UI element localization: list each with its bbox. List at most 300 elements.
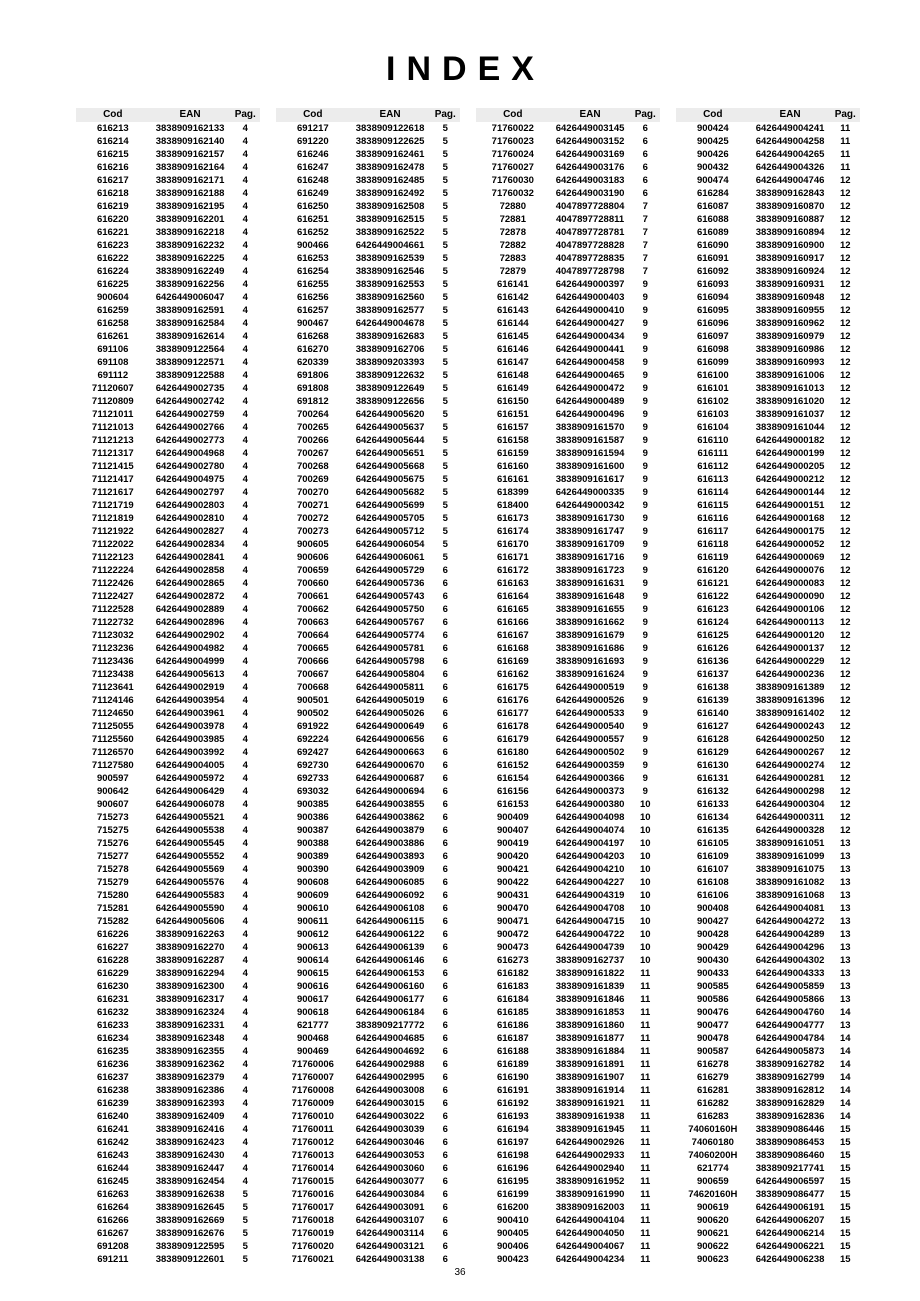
ean-cell: 6426449000533 xyxy=(555,708,625,719)
cod-cell: 616267 xyxy=(96,1228,129,1239)
ean-cell: 6426449003183 xyxy=(555,175,625,186)
table-row xyxy=(276,993,460,1006)
table-row xyxy=(276,616,460,629)
table-row xyxy=(76,655,260,668)
cod-cell: 700661 xyxy=(296,591,329,602)
table-row xyxy=(76,720,260,733)
cod-cell: 900478 xyxy=(696,1033,729,1044)
ean-cell: 6426449003152 xyxy=(555,136,625,147)
ean-cell: 6426449003121 xyxy=(355,1241,425,1252)
table-row xyxy=(276,1110,460,1123)
pag-cell: 9 xyxy=(642,773,648,784)
cod-cell: 71123438 xyxy=(91,669,134,680)
table-row xyxy=(276,824,460,837)
table-row xyxy=(676,239,860,252)
ean-cell: 6426449005569 xyxy=(155,864,225,875)
table-row xyxy=(476,577,660,590)
cod-cell: 616184 xyxy=(496,994,529,1005)
cod-cell: 72883 xyxy=(499,253,526,264)
ean-cell: 3838909161730 xyxy=(555,513,625,524)
pag-cell: 5 xyxy=(442,487,448,498)
ean-cell: 6426449002841 xyxy=(155,552,225,563)
table-row xyxy=(76,174,260,187)
ean-cell: 6426449000663 xyxy=(355,747,425,758)
table-row xyxy=(276,759,460,772)
cod-cell: 71760006 xyxy=(291,1059,334,1070)
cod-cell: 71120607 xyxy=(91,383,134,394)
pag-cell: 12 xyxy=(839,474,851,485)
pag-cell: 7 xyxy=(642,214,648,225)
table-row xyxy=(476,902,660,915)
pag-cell: 6 xyxy=(442,682,448,693)
ean-cell: 6426449004272 xyxy=(755,916,825,927)
table-row xyxy=(276,941,460,954)
table-row xyxy=(76,304,260,317)
table-row xyxy=(76,291,260,304)
table-row xyxy=(76,239,260,252)
ean-cell: 6426449000106 xyxy=(755,604,825,615)
ean-cell: 6426449006061 xyxy=(355,552,425,563)
table-row xyxy=(476,1253,660,1266)
table-row xyxy=(676,148,860,161)
table-row xyxy=(76,590,260,603)
table-row xyxy=(676,278,860,291)
cod-cell: 616092 xyxy=(696,266,729,277)
cod-cell: 620339 xyxy=(296,357,329,368)
table-row xyxy=(476,174,660,187)
ean-cell: 6426449002889 xyxy=(155,604,225,615)
cod-cell: 616087 xyxy=(696,201,729,212)
cod-cell: 900428 xyxy=(696,929,729,940)
cod-cell: 700269 xyxy=(296,474,329,485)
table-row xyxy=(276,317,460,330)
pag-cell: 4 xyxy=(242,344,248,355)
pag-cell: 6 xyxy=(442,1215,448,1226)
table-row xyxy=(276,746,460,759)
pag-cell: 12 xyxy=(839,396,851,407)
cod-cell: 71760024 xyxy=(491,149,534,160)
pag-cell: 12 xyxy=(839,279,851,290)
ean-cell: 6426449003961 xyxy=(155,708,225,719)
ean-cell: 6426449002735 xyxy=(155,383,225,394)
cod-cell: 616173 xyxy=(496,513,529,524)
ean-cell: 6426449002926 xyxy=(555,1137,625,1148)
ean-cell: 6426449004708 xyxy=(555,903,625,914)
table-row xyxy=(676,746,860,759)
ean-cell: 3838909161099 xyxy=(755,851,825,862)
ean-cell: 6426449004241 xyxy=(755,123,825,134)
ean-cell: 6426449000434 xyxy=(555,331,625,342)
cod-cell: 616131 xyxy=(696,773,729,784)
cod-cell: 71122426 xyxy=(91,578,134,589)
pag-cell: 4 xyxy=(242,890,248,901)
ean-cell: 6426449003077 xyxy=(355,1176,425,1187)
cod-cell: 616149 xyxy=(496,383,529,394)
table-row xyxy=(76,1214,260,1227)
ean-cell: 3838909162836 xyxy=(755,1111,825,1122)
cod-cell: 71760012 xyxy=(291,1137,334,1148)
cod-cell: 71121819 xyxy=(91,513,134,524)
cod-cell: 700660 xyxy=(296,578,329,589)
cod-cell: 616147 xyxy=(496,357,529,368)
cod-cell: 616178 xyxy=(496,721,529,732)
ean-cell: 6426449004005 xyxy=(155,760,225,771)
table-row xyxy=(276,1045,460,1058)
pag-cell: 6 xyxy=(442,1111,448,1122)
pag-cell: 11 xyxy=(640,981,651,992)
ean-cell: 6426449005705 xyxy=(355,513,425,524)
cod-cell: 700659 xyxy=(296,565,329,576)
ean-cell: 6426449003909 xyxy=(355,864,425,875)
ean-cell: 6426449004685 xyxy=(355,1033,425,1044)
cod-cell: 616241 xyxy=(96,1124,129,1135)
cod-cell: 616261 xyxy=(96,331,129,342)
cod-cell: 715276 xyxy=(96,838,129,849)
ean-cell: 4047897728828 xyxy=(555,240,625,251)
ean-cell: 6426449005798 xyxy=(355,656,425,667)
cod-cell: 71122123 xyxy=(91,552,134,563)
pag-cell: 6 xyxy=(442,799,448,810)
pag-cell: 4 xyxy=(242,487,248,498)
cod-cell: 900616 xyxy=(296,981,329,992)
pag-cell: 5 xyxy=(442,370,448,381)
table-row xyxy=(276,1162,460,1175)
table-row xyxy=(476,369,660,382)
pag-cell: 10 xyxy=(639,864,651,875)
table-row xyxy=(676,252,860,265)
pag-cell: 9 xyxy=(642,370,648,381)
cod-cell: 700664 xyxy=(296,630,329,641)
table-row xyxy=(76,187,260,200)
ean-cell: 6426449005767 xyxy=(355,617,425,628)
pag-cell: 5 xyxy=(442,240,448,251)
table-row xyxy=(276,863,460,876)
ean-cell: 6426449003060 xyxy=(355,1163,425,1174)
cod-cell: 616233 xyxy=(96,1020,129,1031)
cod-cell: 616191 xyxy=(496,1085,529,1096)
cod-cell: 900473 xyxy=(496,942,529,953)
cod-cell: 900420 xyxy=(496,851,529,862)
cod-cell: 71760013 xyxy=(291,1150,334,1161)
table-row xyxy=(676,1162,860,1175)
ean-cell: 6426449002827 xyxy=(155,526,225,537)
table-row xyxy=(676,330,860,343)
pag-cell: 7 xyxy=(642,227,648,238)
pag-cell: 4 xyxy=(242,526,248,537)
table-row xyxy=(676,1123,860,1136)
cod-cell: 72879 xyxy=(499,266,526,277)
ean-cell: 3838909161600 xyxy=(555,461,625,472)
ean-cell: 6426449003091 xyxy=(355,1202,425,1213)
ean-cell: 6426449000335 xyxy=(555,487,625,498)
pag-cell: 4 xyxy=(242,240,248,251)
cod-cell: 616127 xyxy=(696,721,729,732)
ean-cell: 3838909161846 xyxy=(555,994,625,1005)
table-row xyxy=(676,707,860,720)
cod-cell: 616259 xyxy=(96,305,129,316)
ean-cell: 3838909160887 xyxy=(755,214,825,225)
table-row xyxy=(476,226,660,239)
pag-cell: 15 xyxy=(839,1215,851,1226)
table-row xyxy=(276,577,460,590)
ean-cell: 6426449006108 xyxy=(355,903,425,914)
pag-cell: 12 xyxy=(839,487,851,498)
ean-cell: 6426449000267 xyxy=(755,747,825,758)
table-row xyxy=(476,603,660,616)
pag-cell: 4 xyxy=(242,851,248,862)
ean-cell: 6426449005583 xyxy=(155,890,225,901)
pag-cell: 9 xyxy=(642,409,648,420)
cod-cell: 616134 xyxy=(696,812,729,823)
pag-cell: 12 xyxy=(839,591,851,602)
cod-cell: 900611 xyxy=(297,916,329,927)
cod-cell: 900608 xyxy=(296,877,329,888)
ean-cell: 6426449006115 xyxy=(355,916,425,927)
cod-cell: 616231 xyxy=(96,994,129,1005)
table-row xyxy=(276,1006,460,1019)
pag-cell: 14 xyxy=(839,1046,851,1057)
table-row xyxy=(476,1240,660,1253)
table-row xyxy=(76,226,260,239)
pag-cell: 6 xyxy=(442,1241,448,1252)
pag-cell: 10 xyxy=(639,955,651,966)
cod-cell: 700264 xyxy=(296,409,329,420)
cod-cell: 71122528 xyxy=(91,604,134,615)
pag-cell: 4 xyxy=(242,864,248,875)
pag-cell: 12 xyxy=(839,448,851,459)
cod-cell: 71121415 xyxy=(91,461,134,472)
cod-cell: 616139 xyxy=(696,695,729,706)
table-row xyxy=(476,1071,660,1084)
ean-cell: 6426449003886 xyxy=(355,838,425,849)
cod-cell: 900467 xyxy=(296,318,329,329)
ean-cell: 6426449004692 xyxy=(355,1046,425,1057)
pag-cell: 6 xyxy=(442,1046,448,1057)
table-row xyxy=(476,330,660,343)
ean-cell: 3838909161006 xyxy=(755,370,825,381)
pag-cell: 6 xyxy=(442,864,448,875)
table-row xyxy=(76,356,260,369)
table-row xyxy=(476,681,660,694)
cod-cell: 616106 xyxy=(696,890,729,901)
ean-cell: 3838909162461 xyxy=(355,149,425,160)
pag-cell: 6 xyxy=(442,617,448,628)
pag-cell: 9 xyxy=(642,318,648,329)
table-row xyxy=(276,850,460,863)
table-row xyxy=(476,1162,660,1175)
table-row xyxy=(676,772,860,785)
table-rows xyxy=(476,122,660,1266)
cod-cell: 691806 xyxy=(296,370,329,381)
table-row xyxy=(476,148,660,161)
cod-cell: 616112 xyxy=(697,461,729,472)
ean-cell: 3838909161594 xyxy=(555,448,625,459)
pag-cell: 5 xyxy=(442,435,448,446)
table-row xyxy=(76,525,260,538)
cod-cell: 900389 xyxy=(296,851,329,862)
pag-cell: 6 xyxy=(442,981,448,992)
table-row xyxy=(476,382,660,395)
table-row xyxy=(476,668,660,681)
pag-cell: 4 xyxy=(242,682,248,693)
cod-cell: 900597 xyxy=(96,773,129,784)
pag-cell: 6 xyxy=(442,643,448,654)
table-row xyxy=(76,408,260,421)
ean-cell: 3838909161747 xyxy=(555,526,625,537)
cod-cell: 616199 xyxy=(496,1189,529,1200)
table-row xyxy=(476,954,660,967)
pag-cell: 5 xyxy=(442,292,448,303)
cod-cell: 71760014 xyxy=(291,1163,334,1174)
cod-cell: 715275 xyxy=(96,825,129,836)
pag-cell: 9 xyxy=(642,786,648,797)
pag-cell: 9 xyxy=(642,578,648,589)
pag-cell: 6 xyxy=(442,1072,448,1083)
ean-cell: 6426449006429 xyxy=(155,786,225,797)
table-row xyxy=(676,343,860,356)
pag-cell: 12 xyxy=(839,214,851,225)
cod-cell: 616270 xyxy=(296,344,329,355)
pag-cell: 6 xyxy=(442,877,448,888)
cod-cell: 900607 xyxy=(96,799,129,810)
pag-cell: 9 xyxy=(642,396,648,407)
table-header xyxy=(676,108,860,122)
ean-cell: 3838909162584 xyxy=(155,318,225,329)
table-row xyxy=(276,915,460,928)
pag-cell: 11 xyxy=(840,123,851,134)
ean-cell: 6426449000694 xyxy=(355,786,425,797)
table-row xyxy=(476,239,660,252)
cod-cell: 616118 xyxy=(697,539,729,550)
ean-cell: 6426449003954 xyxy=(155,695,225,706)
table-row xyxy=(476,1045,660,1058)
cod-cell: 616219 xyxy=(96,201,129,212)
header-cod: Cod xyxy=(503,109,523,120)
pag-cell: 6 xyxy=(642,162,648,173)
cod-cell: 71121317 xyxy=(91,448,134,459)
pag-cell: 4 xyxy=(242,994,248,1005)
cod-cell: 691108 xyxy=(97,357,129,368)
ean-cell: 3838909162843 xyxy=(755,188,825,199)
pag-cell: 13 xyxy=(839,942,851,953)
table-rows xyxy=(676,122,860,1266)
cod-cell: 616089 xyxy=(696,227,729,238)
table-row xyxy=(476,837,660,850)
cod-cell: 700667 xyxy=(296,669,329,680)
cod-cell: 616227 xyxy=(96,942,129,953)
pag-cell: 12 xyxy=(839,773,851,784)
ean-cell: 6426449002810 xyxy=(155,513,225,524)
cod-cell: 71124650 xyxy=(91,708,134,719)
table-row xyxy=(276,1240,460,1253)
table-row xyxy=(476,941,660,954)
cod-cell: 616119 xyxy=(697,552,729,563)
pag-cell: 12 xyxy=(839,604,851,615)
table-header xyxy=(276,108,460,122)
cod-cell: 71760009 xyxy=(291,1098,334,1109)
cod-cell: 900386 xyxy=(296,812,329,823)
pag-cell: 6 xyxy=(442,812,448,823)
pag-cell: 9 xyxy=(642,292,648,303)
pag-cell: 6 xyxy=(442,1228,448,1239)
cod-cell: 616217 xyxy=(96,175,129,186)
table-row xyxy=(276,772,460,785)
pag-cell: 9 xyxy=(642,708,648,719)
ean-cell: 3838909162447 xyxy=(155,1163,225,1174)
pag-cell: 10 xyxy=(639,890,651,901)
ean-cell: 3838909161013 xyxy=(755,383,825,394)
index-column-group-4 xyxy=(676,108,860,1266)
pag-cell: 4 xyxy=(242,812,248,823)
cod-cell: 616249 xyxy=(296,188,329,199)
cod-cell: 616171 xyxy=(496,552,529,563)
table-row xyxy=(476,772,660,785)
cod-cell: 616091 xyxy=(696,253,729,264)
ean-cell: 3838909161914 xyxy=(555,1085,625,1096)
pag-cell: 15 xyxy=(839,1124,851,1135)
cod-cell: 616239 xyxy=(96,1098,129,1109)
pag-cell: 4 xyxy=(242,825,248,836)
pag-cell: 11 xyxy=(640,1124,651,1135)
pag-cell: 4 xyxy=(242,721,248,732)
cod-cell: 691812 xyxy=(296,396,329,407)
table-row xyxy=(276,642,460,655)
pag-cell: 12 xyxy=(839,201,851,212)
cod-cell: 71123641 xyxy=(91,682,134,693)
ean-cell: 3838909162355 xyxy=(155,1046,225,1057)
table-row xyxy=(676,1045,860,1058)
cod-cell: 715282 xyxy=(96,916,129,927)
cod-cell: 616258 xyxy=(96,318,129,329)
table-row xyxy=(476,1175,660,1188)
pag-cell: 4 xyxy=(242,357,248,368)
table-row xyxy=(476,187,660,200)
table-row xyxy=(676,863,860,876)
cod-cell: 616240 xyxy=(96,1111,129,1122)
table-row xyxy=(276,954,460,967)
cod-cell: 900622 xyxy=(696,1241,729,1252)
cod-cell: 616187 xyxy=(496,1033,529,1044)
ean-cell: 6426449000489 xyxy=(555,396,625,407)
cod-cell: 616254 xyxy=(296,266,329,277)
table-rows xyxy=(76,122,260,1266)
pag-cell: 5 xyxy=(442,214,448,225)
ean-cell: 3838909162348 xyxy=(155,1033,225,1044)
cod-cell: 616225 xyxy=(96,279,129,290)
pag-cell: 4 xyxy=(242,669,248,680)
cod-cell: 616213 xyxy=(96,123,129,134)
cod-cell: 900390 xyxy=(296,864,329,875)
cod-cell: 616122 xyxy=(696,591,729,602)
ean-cell: 6426449006160 xyxy=(355,981,425,992)
cod-cell: 616284 xyxy=(696,188,729,199)
cod-cell: 616121 xyxy=(696,578,729,589)
table-row xyxy=(676,967,860,980)
table-row xyxy=(476,707,660,720)
table-row xyxy=(276,603,460,616)
table-row xyxy=(76,434,260,447)
table-row xyxy=(76,1045,260,1058)
ean-cell: 6426449000649 xyxy=(355,721,425,732)
cod-cell: 616195 xyxy=(496,1176,529,1187)
cod-cell: 900604 xyxy=(96,292,129,303)
ean-cell: 3838909122588 xyxy=(155,370,225,381)
ean-cell: 3838909161693 xyxy=(555,656,625,667)
cod-cell: 616253 xyxy=(296,253,329,264)
cod-cell: 616132 xyxy=(696,786,729,797)
pag-cell: 6 xyxy=(642,188,648,199)
cod-cell: 616189 xyxy=(496,1059,529,1070)
